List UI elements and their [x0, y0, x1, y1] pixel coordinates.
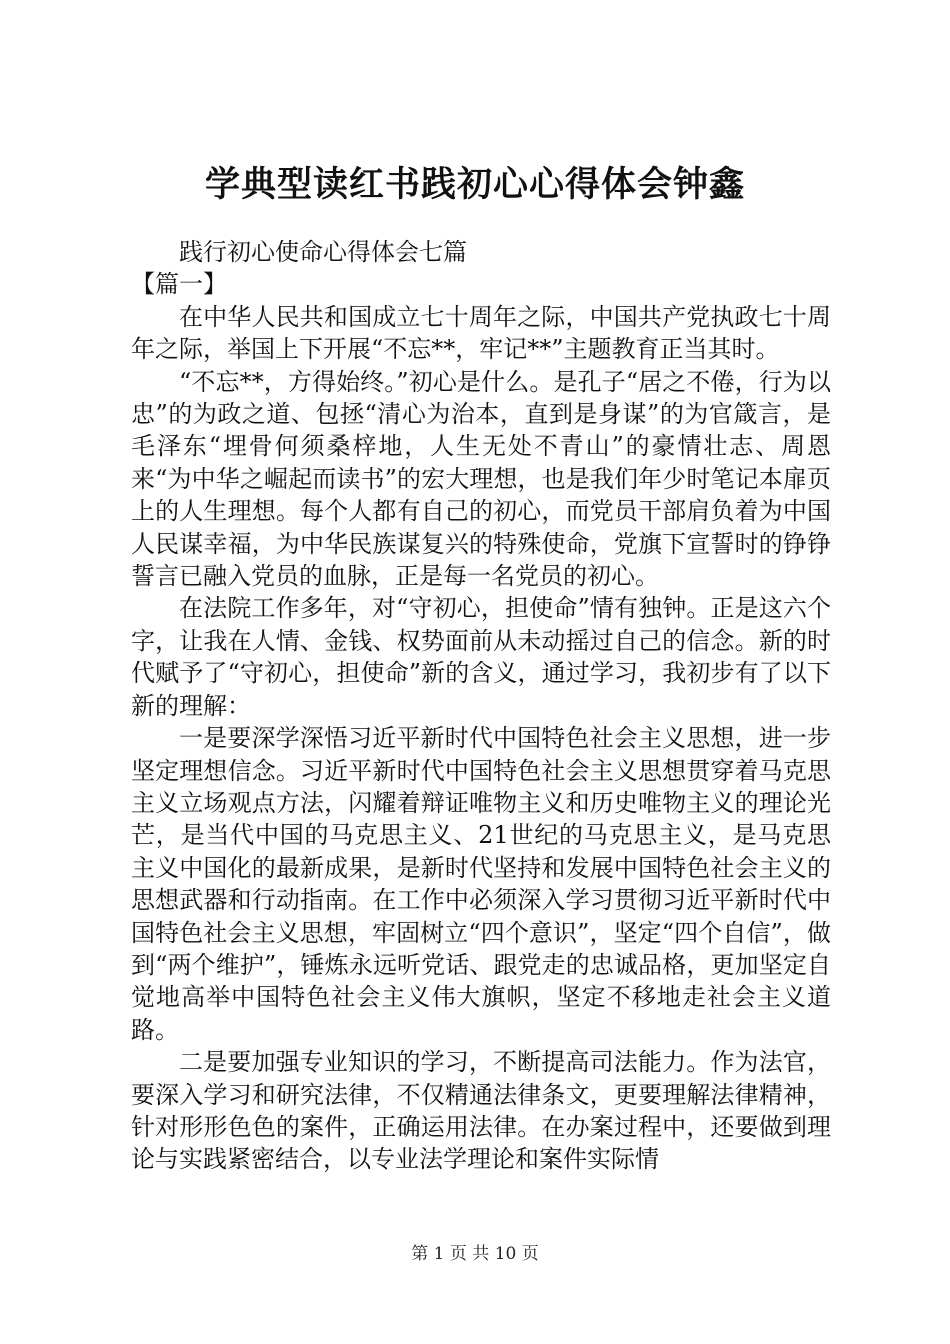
paragraph: “不忘**，方得始终。”初心是什么。是孔子“居之不倦，行为以忠”的为政之道、包拯“清心为治本，直到是身谋”的为官箴言，是毛泽东“埋骨何须桑梓地，人生无处不青山”的豪情壮志、周恩来“为中华之崛起而读书”的宏大理想，也是我们年少时笔记本扉页上的人生理想。每个人都有自己的初心，而党员干部肩负着为中国人民谋幸福，为中华民族谋复兴的特殊使命，党旗下宣誓时的铮铮誓言已融入党员的血脉，正是每一名党员的初心。: [131, 367, 831, 591]
page-footer: 第 1 页 共 10 页: [411, 1244, 539, 1264]
paragraph: 二是要加强专业知识的学习，不断提高司法能力。作为法官，要深入学习和研究法律，不仅精通法律条文，更要理解法律精神，针对形形色色的案件，正确运用法律。在办案过程中，还要做到理论与实践紧密结合，以专业法学理论和案件实际情: [131, 1048, 831, 1174]
document-title: 学典型读红书践初心心得体会钟鑫: [204, 164, 745, 205]
document-body: [131, 236, 831, 1176]
paragraph: 在法院工作多年，对“守初心，担使命”情有独钟。正是这六个字，让我在人情、金钱、权势面前从未动摇过自己的信念。新的时代赋予了“守初心，担使命”新的含义，通过学习，我初步有了以下新的理解：: [131, 594, 831, 720]
paragraph: 一是要深学深悟习近平新时代中国特色社会主义思想，进一步坚定理想信念。习近平新时代中国特色社会主义思想贯穿着马克思主义立场观点方法，闪耀着辩证唯物主义和历史唯物主义的理论光芒，是当代中国的马克思主义、21世纪的马克思主义，是马克思主义中国化的最新成果，是新时代坚持和发展中国特色社会主义的思想武器和行动指南。在工作中必须深入学习贯彻习近平新时代中国特色社会主义思想，牢固树立“四个意识”，坚定“四个自信”，做到“两个维护”，锤炼永远听党话、跟党走的忠诚品格，更加坚定自觉地高举中国特色社会主义伟大旗帜，坚定不移地走社会主义道路。: [131, 724, 831, 1044]
document-subtitle: 践行初心使命心得体会七篇: [179, 238, 467, 266]
section-label: 【篇一】: [131, 270, 227, 299]
paragraph: 在中华人民共和国成立七十周年之际，中国共产党执政七十周年之际，举国上下开展“不忘**，牢记**”主题教育正当其时。: [131, 302, 831, 364]
